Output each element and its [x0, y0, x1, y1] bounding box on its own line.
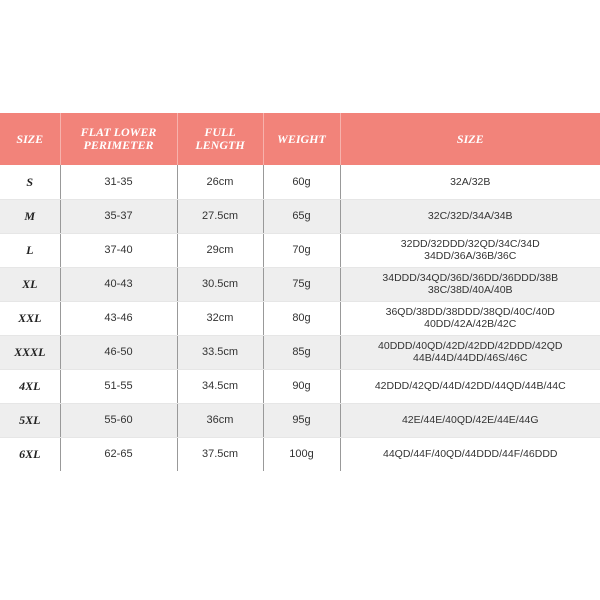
- size-chart-table: [0, 113, 600, 471]
- table-row: [0, 403, 600, 437]
- weight-cell: 80g: [263, 301, 340, 335]
- size-cell: L: [0, 233, 60, 267]
- flat-lower-perimeter-cell: 31-35: [60, 165, 177, 199]
- table-row: [0, 335, 600, 369]
- weight-cell: 65g: [263, 199, 340, 233]
- table-row: [0, 233, 600, 267]
- bra-size-cell: 36QD/38DD/38DDD/38QD/40C/40D 40DD/42A/42B/42C: [340, 301, 600, 335]
- table-row: [0, 301, 600, 335]
- weight-cell: 60g: [263, 165, 340, 199]
- weight-cell: 85g: [263, 335, 340, 369]
- full-length-cell: 29cm: [177, 233, 263, 267]
- flat-lower-perimeter-cell: 46-50: [60, 335, 177, 369]
- table-row: [0, 199, 600, 233]
- header-size: SIZE: [16, 131, 44, 146]
- table-row: [0, 165, 600, 199]
- table-row: [0, 369, 600, 403]
- table-row: [0, 267, 600, 301]
- weight-cell: 90g: [263, 369, 340, 403]
- bra-size-cell: 34DDD/34QD/36D/36DD/36DDD/38B 38C/38D/40A/40B: [340, 267, 600, 301]
- full-length-cell: 32cm: [177, 301, 263, 335]
- flat-lower-perimeter-cell: 62-65: [60, 437, 177, 471]
- bra-size-cell: 40DDD/40QD/42D/42DD/42DDD/42QD 44B/44D/44DD/46S/46C: [340, 335, 600, 369]
- bra-size-cell: 42E/44E/40QD/42E/44E/44G: [340, 403, 600, 437]
- full-length-cell: 34.5cm: [177, 369, 263, 403]
- size-rows: [0, 165, 600, 471]
- header-flat-lower-perimeter: FLAT LOWER PERIMETER: [60, 113, 177, 165]
- bra-size-cell: 32C/32D/34A/34B: [340, 199, 600, 233]
- bra-size-cell: 32DD/32DDD/32QD/34C/34D 34DD/36A/36B/36C: [340, 233, 600, 267]
- header-weight: WEIGHT: [263, 113, 340, 165]
- flat-lower-perimeter-cell: 55-60: [60, 403, 177, 437]
- size-cell: S: [0, 165, 60, 199]
- size-cell: 6XL: [19, 447, 41, 462]
- table-row: [0, 437, 600, 471]
- size-cell: 5XL: [0, 403, 60, 437]
- flat-lower-perimeter-cell: 35-37: [60, 199, 177, 233]
- full-length-cell: 30.5cm: [177, 267, 263, 301]
- full-length-cell: 36cm: [177, 403, 263, 437]
- full-length-cell: 27.5cm: [177, 199, 263, 233]
- flat-lower-perimeter-cell: 43-46: [60, 301, 177, 335]
- size-cell: M: [0, 199, 60, 233]
- weight-cell: 100g: [263, 437, 340, 471]
- size-cell: 4XL: [0, 369, 60, 403]
- weight-cell: 95g: [263, 403, 340, 437]
- header-row: [0, 113, 600, 165]
- bra-size-cell: 32A/32B: [340, 165, 600, 199]
- bra-size-cell: 42DDD/42QD/44D/42DD/44QD/44B/44C: [340, 369, 600, 403]
- full-length-cell: 37.5cm: [177, 437, 263, 471]
- size-cell: XL: [0, 267, 60, 301]
- flat-lower-perimeter-cell: 40-43: [60, 267, 177, 301]
- header-full-length: FULL LENGTH: [177, 113, 263, 165]
- flat-lower-perimeter-cell: 37-40: [60, 233, 177, 267]
- weight-cell: 70g: [263, 233, 340, 267]
- size-cell: XXXL: [0, 335, 60, 369]
- header-bra-size: SIZE: [340, 113, 600, 165]
- full-length-cell: 26cm: [177, 165, 263, 199]
- full-length-cell: 33.5cm: [177, 335, 263, 369]
- weight-cell: 75g: [263, 267, 340, 301]
- size-cell: XXL: [0, 301, 60, 335]
- flat-lower-perimeter-cell: 51-55: [60, 369, 177, 403]
- bra-size-cell: 44QD/44F/40QD/44DDD/44F/46DDD: [340, 437, 600, 471]
